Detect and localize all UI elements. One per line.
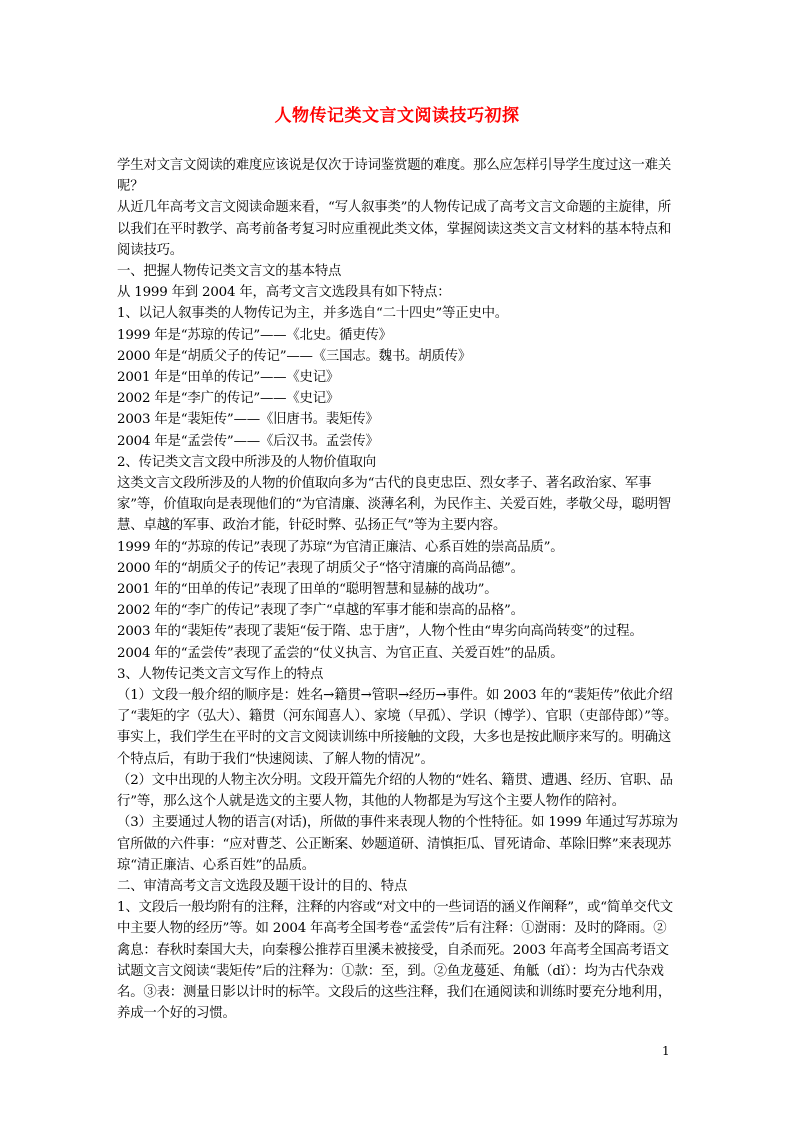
document-body [117,155,679,1024]
list-item: 2002 年的“李广的传记”表现了李广“卓越的军事才能和崇高的品格”。 [117,603,524,619]
list-item: 1999 年是“苏琼的传记”——《北史。循吏传》 [117,327,392,343]
list-item: 2001 年是“田单的传记”——《史记》 [117,370,340,386]
list-item: 2003 年的“裴矩传”表现了裴矩“佞于隋、忠于唐”，人物个性由“卑劣向高尚转变”的过程。 [117,624,643,640]
paragraph: 从近几年高考文言文阅读命题来看，“写人叙事类”的人物传记成了高考文言文命题的主旋律，所以我们在平时教学、高考前备考复习时应重视此类文体，掌握阅读这类文言文材料的基本特点和阅读技巧。 [117,200,672,258]
paragraph: （2）文中出现的人物主次分明。文段开篇先介绍的人物的“姓名、籍贯、遭遇、经历、官职、品行”等，那么这个人就是选文的主要人物，其他的人物都是为写这个主要人物作的陪衬。 [117,772,673,810]
list-item: 2000 年的“胡质父子的传记”表现了胡质父子“恪守清廉的高尚品德”。 [117,560,524,576]
list-item: 2004 年的“孟尝传”表现了孟尝的“仗义执言、为官正直、关爱百姓”的品质。 [117,645,564,661]
list-item: 2002 年是“李广的传记”——《史记》 [117,391,340,407]
subsection-heading: 3、人物传记类文言文写作上的特点 [117,666,324,682]
list-item: 2001 年的“田单的传记”表现了田单的“聪明智慧和显赫的战功”。 [117,582,498,598]
list-item: 2003 年是“裴矩传”——《旧唐书。裴矩传》 [117,412,379,428]
document-title: 人物传记类文言文阅读技巧初探 [274,106,520,126]
list-item: 2004 年是“孟尝传”——《后汉书。孟尝传》 [117,433,379,449]
paragraph: 这类文言文段所涉及的人物的价值取向多为“古代的良吏忠臣、烈女孝子、著名政治家、军事家”等，价值取向是表现他们的“为官清廉、淡薄名利，为民作主、关爱百姓，孝敬父母，聪明智慧、卓越的军事、政治才能，针砭时弊、弘扬正气”等为主要内容。 [117,476,672,534]
paragraph: 1、文段后一般均附有的注释，注释的内容或“对文中的一些词语的涵义作阐释”，或“简单交代文中主要人物的经历”等。如 2004 年高考全国考卷“孟尝传”后有注释：①澍雨：及时的降雨。②禽息：春秋时秦国大夫，向秦穆公推荐百里溪未被接受，自杀而死。2003 年高考全国高考语文试题文言文阅读“裴矩传”后的注释为：①款：至，到。②鱼龙蔓延、角觝（dǐ）：均为古代杂戏名。③表：测量日影以计时的标竿。文段后的这些注释，我们在通阅读和训练时要充分地利用，养成一个好的习惯。 [117,900,673,1022]
paragraph: （3）主要通过人物的语言(对话)，所做的事件来表现人物的个性特征。如 1999 年通过写苏琼为官所做的六件事：“应对曹芝、公正断案、妙题道研、清慎拒瓜、冒死请命、革除旧弊”来表现苏琼“清正廉洁、心系百姓”的品质。 [117,815,678,873]
list-item: 1999 年的“苏琼的传记”表现了苏琼“为官清正廉洁、心系百姓的崇高品质”。 [117,539,564,555]
paragraph: （1）文段一般介绍的顺序是：姓名→籍贯→管职→经历→事件。如 2003 年的“裴矩传”依此介绍了“裴矩的字（弘大）、籍贯（河东闻喜人）、家境（早孤）、学识（博学）、官职（吏部侍郎）”等。事实上，我们学生在平时的文言文阅读训练中所接触的文段，大多也是按此顺序来写的。明确这个特点后，有助于我们“快速阅读、了解人物的情况”。 [117,688,678,767]
subsection-heading: 2、传记类文言文段中所涉及的人物价值取向 [117,454,376,470]
paragraph: 学生对文言文阅读的难度应该说是仅次于诗词鉴赏题的难度。那么应怎样引导学生度过这一难关呢？ [117,158,672,195]
paragraph: 1、以记人叙事类的人物传记为主，并多选自“二十四史”等正史中。 [117,306,508,322]
page-number: 1 [662,1044,670,1058]
section-heading: 二、审清高考文言文选段及题干设计的目的、特点 [117,878,408,894]
paragraph: 从 1999 年到 2004 年，高考文言文选段具有如下特点： [117,285,451,301]
section-heading: 一、把握人物传记类文言文的基本特点 [117,264,342,280]
list-item: 2000 年是“胡质父子的传记”——《三国志。魏书。胡质传》 [117,348,472,364]
